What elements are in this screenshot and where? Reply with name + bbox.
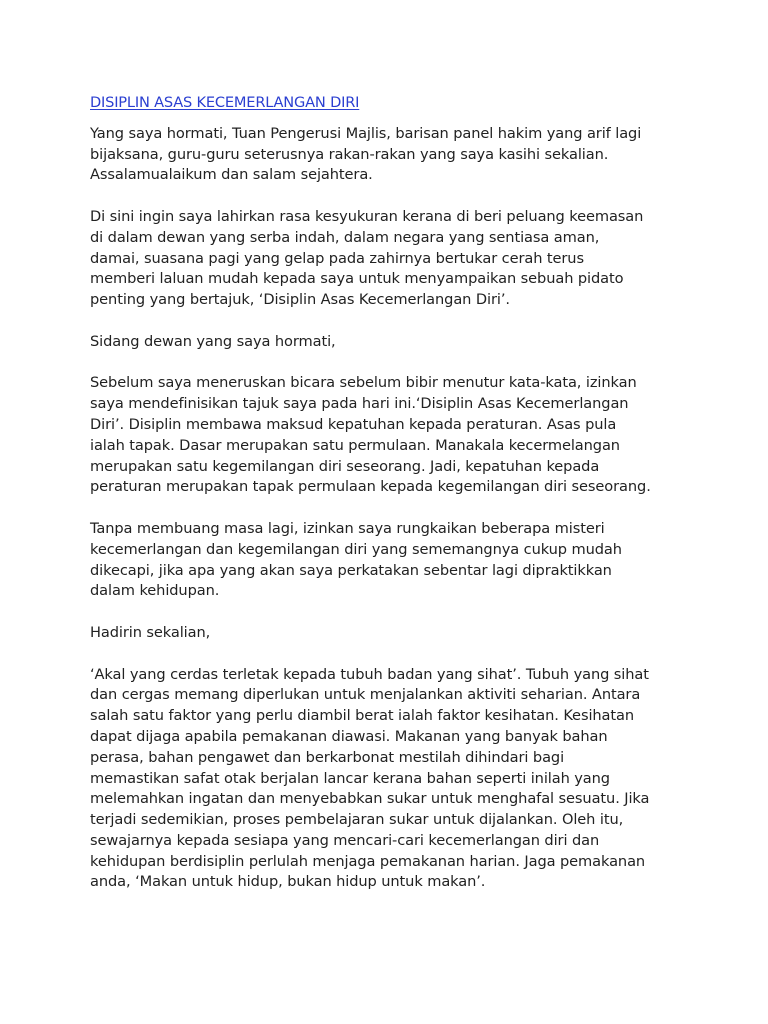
document-title-link[interactable]: DISIPLIN ASAS KECEMERLANGAN DIRI [90,94,360,111]
paragraph-health: ‘Akal yang cerdas terletak kepada tubuh badan yang sihat’. Tubuh yang sihat dan cergas memang diperlukan untuk menjalankan aktiviti seharian. Antara salah satu faktor yang perlu diambil berat ialah faktor kesihatan. Kesihatan dapat dijaga apabila pemakanan diawasi. Makanan yang banyak bahan perasa, bahan pengawet dan berkarbonat mestilah dihindari bagi memastikan safat otak berjalan lancar kerana bahan seperti inilah yang melemahkan ingatan dan menyebabkan sukar untuk menghafal sesuatu. Jika terjadi sedemikian, proses pembelajaran sukar untuk dijalankan. Oleh itu, sewajarnya kepada sesiapa yang mencari-cari kecemerlangan diri dan kehidupan berdisiplin perlulah menjaga pemakanan harian. Jaga pemakanan anda, ‘Makan untuk hidup, bukan hidup untuk makan’. [90,665,650,891]
paragraph-introduction: Tanpa membuang masa lagi, izinkan saya rungkaikan beberapa misteri kecemerlangan dan kegemilangan diri yang sememangnya cukup mudah dikecapi, jika apa yang akan saya perkatakan sebentar lagi dipraktikkan dalam kehidupan. [90,519,622,600]
paragraph-gratitude: Di sini ingin saya lahirkan rasa kesyukuran kerana di beri peluang keemasan di dalam dewan yang serba indah, dalam negara yang sentiasa aman, damai, suasana pagi yang gelap pada zahirnya bertukar cerah terus memberi laluan mudah kepada saya untuk menyampaikan sebuah pidato penting yang bertajuk, ‘Disiplin Asas Kecemerlangan Diri’. [90,207,644,309]
document-body [90,93,690,914]
paragraph-definition: Sebelum saya meneruskan bicara sebelum bibir menutur kata-kata, izinkan saya mendefinisikan tajuk saya pada hari ini.‘Disiplin Asas Kecemerlangan Diri’. Disiplin membawa maksud kepatuhan kepada peraturan. Asas pula ialah tapak. Dasar merupakan satu permulaan. Manakala kecermelangan merupakan satu kegemilangan diri seseorang. Jadi, kepatuhan kepada peraturan merupakan tapak permulaan kepada kegemilangan diri seseorang. [90,374,651,496]
paragraph-address-attendees: Hadirin sekalian, [90,623,211,641]
paragraph-greeting: Yang saya hormati, Tuan Pengerusi Majlis, barisan panel hakim yang arif lagi bijaksana, guru-guru seterusnya rakan-rakan yang saya kasihi sekalian. Assalamualaikum dan salam sejahtera. [90,124,642,184]
paragraph-address-audience: Sidang dewan yang saya hormati, [90,332,336,350]
